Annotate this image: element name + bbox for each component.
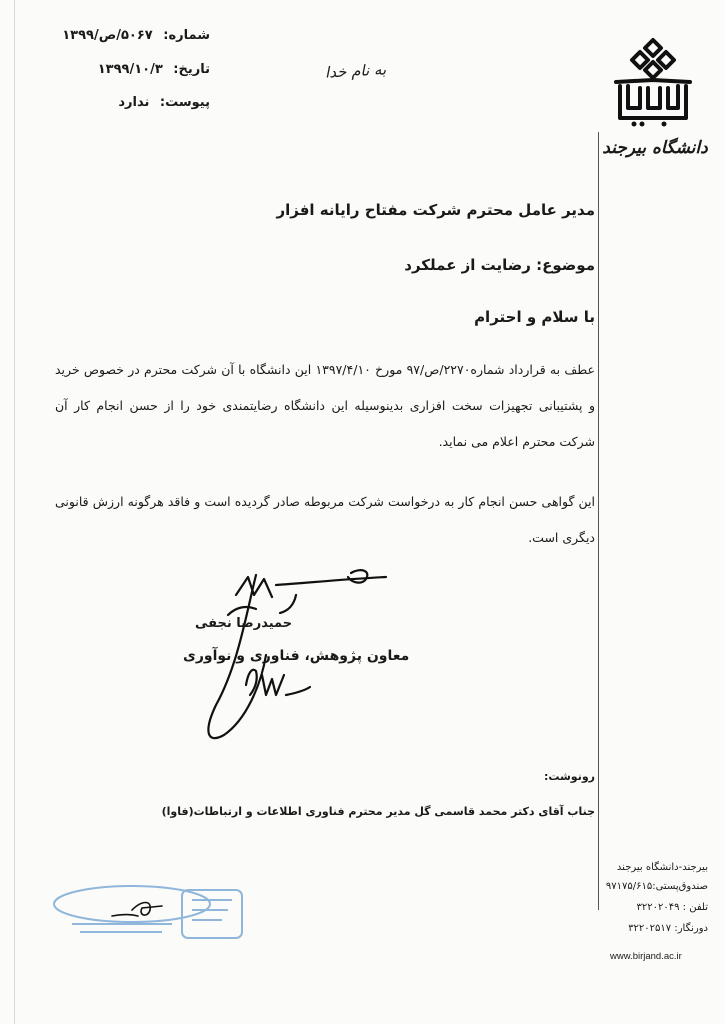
birjand-university-logo-icon bbox=[612, 36, 694, 128]
letter-number: شماره: ۵۰۶۷/ص/۱۳۹۹ bbox=[62, 28, 210, 43]
letter-subject: موضوع: رضایت از عملکرد bbox=[404, 256, 595, 274]
footer-fax: دورنگار: ۳۲۲۰۲۵۱۷ bbox=[628, 923, 708, 934]
invocation: به نام خدا bbox=[324, 60, 387, 82]
cc-recipient: جناب آقای دکتر محمد قاسمی گل مدیر محترم فناوری اطلاعات و ارتباطات(فاوا) bbox=[161, 805, 595, 818]
footer-po-box: صندوق‌پستی:۹۷۱۷۵/۶۱۵ bbox=[605, 881, 708, 892]
letter-attachment: پیوست: ندارد bbox=[118, 95, 210, 110]
footer-phone: تلفن : ۳۲۲۰۲۰۴۹ bbox=[636, 902, 708, 913]
page-edge bbox=[14, 0, 15, 1024]
signatory-title: معاون پژوهش، فناوری و نوآوری bbox=[183, 648, 410, 664]
letter-greeting: با سلام و احترام bbox=[474, 308, 595, 326]
letter-recipient: مدیر عامل محترم شرکت مفتاح رایانه افزار bbox=[276, 201, 595, 219]
signatory-name: حمیدرضا نجفی bbox=[195, 616, 293, 631]
received-stamp bbox=[52, 880, 252, 950]
letter-date: تاریخ: ۱۳۹۹/۱۰/۳ bbox=[97, 62, 210, 77]
margin-divider bbox=[598, 132, 599, 910]
letter-paragraph-1: عطف به قرارداد شماره۲۲۷۰/ص/۹۷ مورخ ۱۳۹۷/۴/۱۰ این دانشگاه با آن شرکت محترم در خصوص خرید و پشتیبانی تجهیزات سخت افزاری بدینوسیله این دانشگاه رضایتمندی خود را از حسن انجام کار آن شرکت محترم اعلام می نماید. bbox=[55, 362, 595, 449]
cc-label: رونوشت: bbox=[543, 770, 595, 783]
university-name: دانشگاه بیرجند bbox=[602, 138, 708, 158]
letter-paragraph-2: این گواهی حسن انجام کار به درخواست شرکت مربوطه صادر گردیده است و فاقد هرگونه ارزش قانونی دیگری است. bbox=[55, 494, 595, 545]
footer-address: بیرجند-دانشگاه بیرجند bbox=[616, 862, 708, 873]
footer-website: www.birjand.ac.ir bbox=[610, 951, 682, 962]
